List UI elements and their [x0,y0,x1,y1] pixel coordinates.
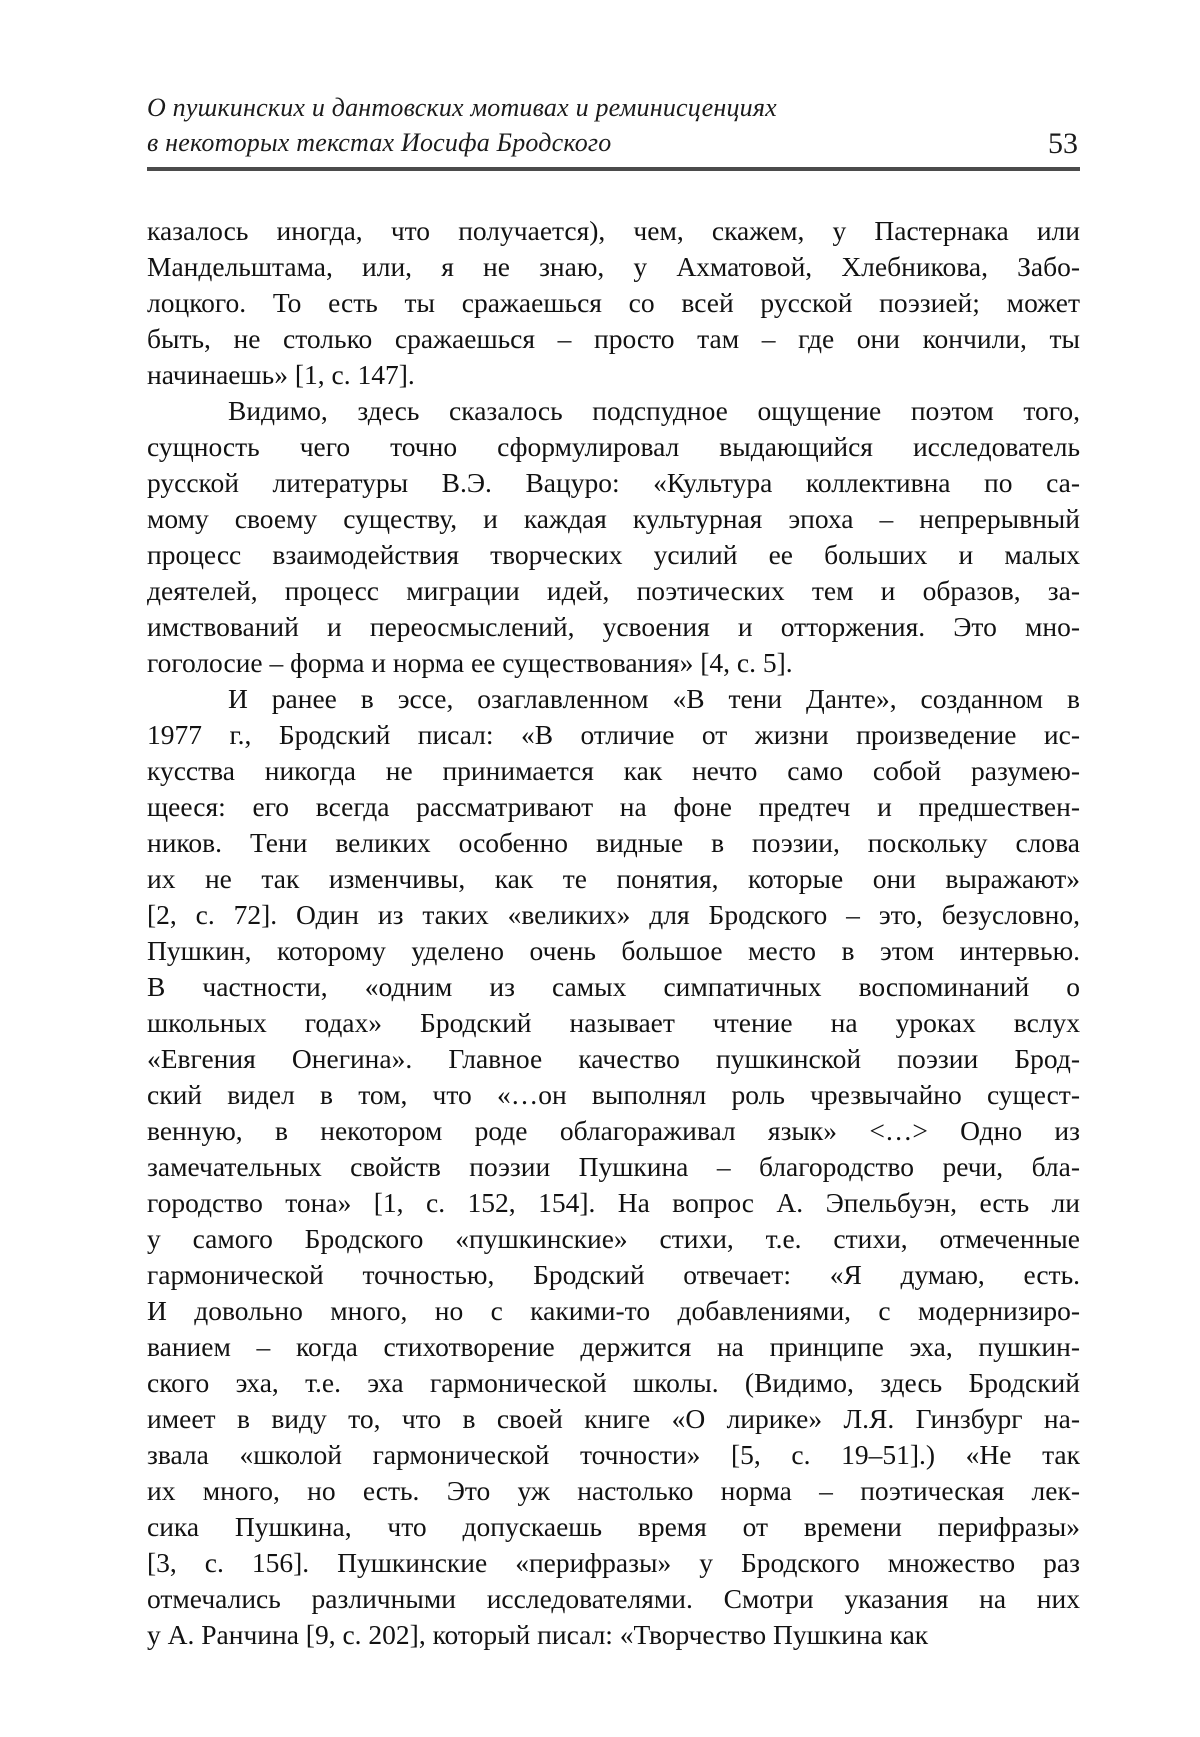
text-line: начинаешь» [1, с. 147]. [147,359,415,390]
text-line: ский видел в том, что «…он выполнял роль чрезвычайно сущест- [147,1079,1080,1110]
text-line: их не так изменчивы, как те понятия, которые они выражают» [147,863,1080,894]
text-line: отмечались различными исследователями. Смотри указания на них [147,1583,1080,1614]
text-line: [2, с. 72]. Один из таких «великих» для Бродского – это, безусловно, [147,899,1080,930]
text-line: звала «школой гармонической точности» [5, с. 19–51].) «Не так [147,1439,1080,1470]
text-line: гармонической точностью, Бродский отвечает: «Я думаю, есть. [147,1259,1080,1290]
text-line: ванием – когда стихотворение держится на принципе эха, пушкин- [147,1331,1080,1362]
text-line: имеет в виду то, что в своей книге «О лирике» Л.Я. Гинзбург на- [147,1403,1080,1434]
text-line: Мандельштама, или, я не знаю, у Ахматовой, Хлебникова, Забо- [147,251,1080,282]
text-line: городство тона» [1, с. 152, 154]. На вопрос А. Эпельбуэн, есть ли [147,1187,1080,1218]
text-line: сущность чего точно сформулировал выдающийся исследователь [147,431,1080,462]
text-line: мому своему существу, и каждая культурная эпоха – непрерывный [147,503,1080,534]
text-line: процесс взаимодействия творческих усилий ее больших и малых [147,539,1080,570]
text-line: деятелей, процесс миграции идей, поэтических тем и образов, за- [147,575,1080,606]
paragraph [147,393,1080,681]
text-line: сика Пушкина, что допускаешь время от времени перифразы» [147,1511,1080,1542]
text-line: школьных годах» Бродский называет чтение на уроках вслух [147,1007,1080,1038]
text-line: лоцкого. То есть ты сражаешься со всей русской поэзией; может [147,287,1080,318]
text-line: Пушкин, которому уделено очень большое место в этом интервью. [147,935,1080,966]
text-line: имствований и переосмыслений, усвоения и отторжения. Это мно- [147,611,1080,642]
text-line: казалось иногда, что получается), чем, скажем, у Пастернака или [147,215,1080,246]
paragraph [147,213,1080,393]
text-line: у самого Бродского «пушкинские» стихи, т.е. стихи, отмеченные [147,1223,1080,1254]
body-text [147,213,1080,1653]
text-line: щееся: его всегда рассматривают на фоне предтеч и предшествен- [147,791,1080,822]
text-line: И довольно много, но с какими-то добавлениями, с модернизиро- [147,1295,1080,1326]
text-line: «Евгения Онегина». Главное качество пушкинской поэзии Брод- [147,1043,1080,1074]
text-line: венную, в некотором роде облагораживал язык» <…> Одно из [147,1115,1080,1146]
text-line: Видимо, здесь сказалось подспудное ощущение поэтом того, [228,395,1080,426]
text-line: ского эха, т.е. эха гармонической школы. (Видимо, здесь Бродский [147,1367,1080,1398]
text-line: И ранее в эссе, озаглавленном «В тени Данте», созданном в [228,683,1080,714]
paragraph [147,681,1080,1653]
text-line: их много, но есть. Это уж настолько норма – поэтическая лек- [147,1475,1080,1506]
page-number: 53 [1048,127,1078,160]
text-block [147,90,1080,1653]
text-line: русской литературы В.Э. Вацуро: «Культура коллективна по са- [147,467,1080,498]
text-line: у А. Ранчина [9, с. 202], который писал: «Творчество Пушкина как [147,1619,929,1650]
text-line: В частности, «одним из самых симпатичных воспоминаний о [147,971,1080,1002]
text-line: ников. Тени великих особенно видные в поэзии, поскольку слова [147,827,1080,858]
text-line: кусства никогда не принимается как нечто само собой разумею- [147,755,1080,786]
header-rule [147,167,1080,171]
text-line: быть, не столько сражаешься – просто там – где они кончили, ты [147,323,1080,354]
running-header-line2: в некоторых текстах Иосифа Бродского [147,128,612,157]
text-line: 1977 г., Бродский писал: «В отличие от жизни произведение ис- [147,719,1080,750]
text-line: гоголосие – форма и норма ее существования» [4, с. 5]. [147,647,793,678]
running-header-title [147,90,777,160]
text-line: замечательных свойств поэзии Пушкина – благородство речи, бла- [147,1151,1080,1182]
running-header-line1: О пушкинских и дантовских мотивах и реминисценциях [147,93,777,122]
running-header [147,90,1080,160]
text-line: [3, с. 156]. Пушкинские «перифразы» у Бродского множество раз [147,1547,1080,1578]
